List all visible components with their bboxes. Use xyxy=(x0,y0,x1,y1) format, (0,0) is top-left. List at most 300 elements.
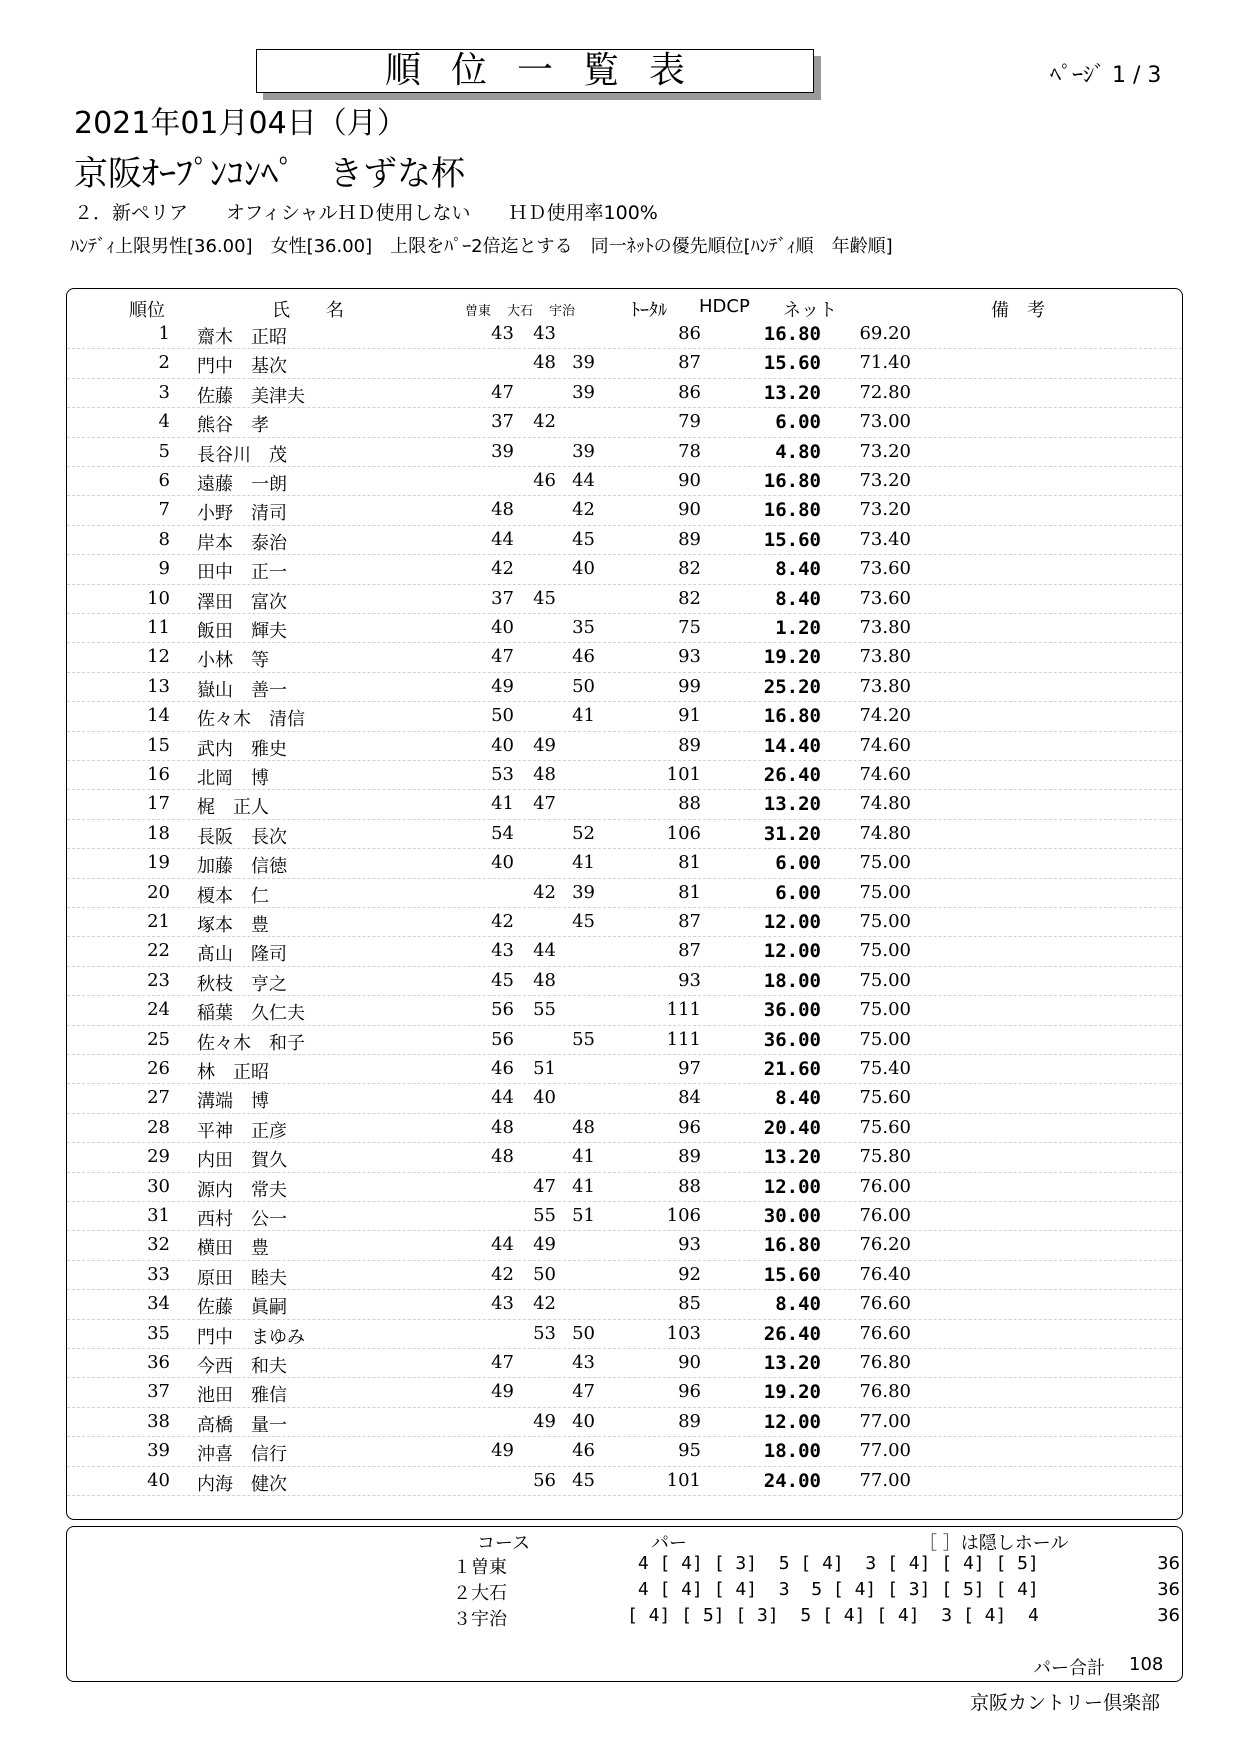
rank-cell: 19 xyxy=(147,852,170,874)
club-name: 京阪カントリー倶楽部 xyxy=(970,1692,1161,1714)
page-title: 順位一覧表 xyxy=(384,50,715,91)
hdcp-cell: 36.00 xyxy=(763,1028,821,1051)
hdcp-cell: 13.20 xyxy=(763,381,821,404)
hdcp-cell: 13.20 xyxy=(763,793,821,816)
name-cell: 原田 睦夫 xyxy=(197,1267,287,1289)
net-cell: 75.00 xyxy=(859,911,911,932)
name-cell: 小林 等 xyxy=(197,650,269,672)
name-cell: 稲葉 久仁夫 xyxy=(197,1003,305,1025)
name-cell: 飯田 輝夫 xyxy=(197,621,287,642)
net-cell: 73.80 xyxy=(859,675,911,697)
course1-score: 49 xyxy=(491,1440,514,1462)
net-cell: 71.40 xyxy=(859,352,911,374)
total-cell: 89 xyxy=(678,1146,701,1168)
net-cell: 76.20 xyxy=(859,1234,911,1256)
net-cell: 75.60 xyxy=(859,1116,911,1138)
rank-cell: 12 xyxy=(147,646,170,668)
total-cell: 88 xyxy=(678,793,701,815)
course3-score: 51 xyxy=(572,1205,595,1226)
name-cell: 梶 正人 xyxy=(197,797,269,819)
rank-cell: 23 xyxy=(147,969,170,991)
table-row xyxy=(67,1377,1182,1407)
hdcp-cell: 26.40 xyxy=(763,1322,821,1345)
course-table xyxy=(66,1526,1183,1682)
table-header xyxy=(67,289,1182,319)
rank-cell: 4 xyxy=(158,411,170,433)
course2-score: 53 xyxy=(533,1322,556,1344)
hdcp-cell: 8.40 xyxy=(775,558,821,581)
table-row xyxy=(67,1436,1182,1466)
name-cell: 西村 公一 xyxy=(197,1209,287,1230)
total-cell: 86 xyxy=(678,381,701,403)
total-cell: 89 xyxy=(678,734,701,756)
course1-score: 43 xyxy=(491,940,514,962)
total-cell: 111 xyxy=(666,1028,701,1050)
total-cell: 86 xyxy=(678,323,701,344)
net-cell: 74.20 xyxy=(859,705,911,727)
name-cell: 源内 常夫 xyxy=(197,1179,287,1201)
course-holes: 4 [ 4] [ 4] 3 5 [ 4] [ 3] [ 5] [ 4] xyxy=(627,1579,1039,1600)
course1-score: 37 xyxy=(491,411,514,433)
total-cell: 85 xyxy=(678,1293,701,1315)
name-cell: 榎本 仁 xyxy=(197,885,269,907)
name-cell: 長谷川 茂 xyxy=(197,444,287,466)
course3-score: 39 xyxy=(572,881,595,903)
table-row xyxy=(67,848,1182,878)
rank-cell: 36 xyxy=(147,1352,170,1373)
course1-score: 50 xyxy=(491,705,514,727)
course2-score: 43 xyxy=(533,323,556,344)
rank-cell: 31 xyxy=(147,1205,170,1226)
table-row xyxy=(67,319,1182,349)
total-cell: 90 xyxy=(678,1352,701,1373)
course-total: 36 xyxy=(1157,1605,1180,1626)
course3-score: 39 xyxy=(572,440,595,462)
header-name: 氏 名 xyxy=(272,300,344,321)
table-row xyxy=(67,760,1182,790)
name-cell: 佐々木 和子 xyxy=(197,1032,305,1054)
hdcp-cell: 6.00 xyxy=(775,852,821,875)
hdcp-cell: 16.80 xyxy=(763,705,821,728)
rank-cell: 37 xyxy=(147,1381,170,1403)
total-cell: 93 xyxy=(678,969,701,991)
course-total: 36 xyxy=(1157,1579,1180,1600)
rank-cell: 29 xyxy=(147,1146,170,1168)
name-cell: 佐々木 清信 xyxy=(197,709,305,731)
table-row xyxy=(67,466,1182,496)
course3-score: 45 xyxy=(572,911,595,932)
hdcp-cell: 31.20 xyxy=(763,822,821,845)
net-cell: 74.60 xyxy=(859,764,911,785)
table-row xyxy=(67,1348,1182,1378)
net-cell: 77.00 xyxy=(859,1469,911,1491)
total-cell: 88 xyxy=(678,1175,701,1197)
total-cell: 82 xyxy=(678,558,701,580)
net-cell: 76.80 xyxy=(859,1352,911,1373)
name-cell: 加藤 信徳 xyxy=(197,856,287,878)
table-row xyxy=(67,525,1182,555)
course3-score: 41 xyxy=(572,705,595,727)
course3-score: 39 xyxy=(572,381,595,403)
name-cell: 髙山 隆司 xyxy=(197,944,287,966)
name-cell: 佐藤 美津夫 xyxy=(197,385,305,407)
course2-score: 48 xyxy=(533,969,556,991)
total-cell: 96 xyxy=(678,1116,701,1138)
course1-score: 42 xyxy=(491,1263,514,1285)
course1-score: 40 xyxy=(491,852,514,874)
name-cell: 小野 清司 xyxy=(197,503,287,525)
rank-cell: 14 xyxy=(147,705,170,727)
course-header: コース xyxy=(477,1533,531,1554)
course3-score: 46 xyxy=(572,1440,595,1462)
net-cell: 73.40 xyxy=(859,528,911,550)
table-row xyxy=(67,966,1182,996)
total-cell: 79 xyxy=(678,411,701,433)
total-cell: 101 xyxy=(666,1469,701,1491)
hdcp-cell: 18.00 xyxy=(763,1440,821,1463)
net-cell: 76.80 xyxy=(859,1381,911,1403)
rank-cell: 2 xyxy=(158,352,170,374)
table-row xyxy=(67,642,1182,672)
hdcp-cell: 16.80 xyxy=(763,323,821,345)
course2-score: 55 xyxy=(533,1205,556,1226)
rank-cell: 1 xyxy=(158,323,170,344)
name-cell: 門中 まゆみ xyxy=(197,1326,305,1348)
hdcp-cell: 6.00 xyxy=(775,411,821,434)
date: 2021年01月04日（月） xyxy=(74,106,407,141)
course3-score: 50 xyxy=(572,675,595,697)
total-cell: 89 xyxy=(678,528,701,550)
rank-cell: 22 xyxy=(147,940,170,962)
par-total: 108 xyxy=(1129,1654,1164,1675)
table-row xyxy=(67,407,1182,437)
course2-score: 45 xyxy=(533,587,556,609)
name-cell: 長阪 長次 xyxy=(197,826,287,848)
course-holes: 4 [ 4] [ 3] 5 [ 4] 3 [ 4] [ 4] [ 5] xyxy=(627,1553,1039,1574)
course2-score: 42 xyxy=(533,411,556,433)
course1-score: 53 xyxy=(491,764,514,785)
hdcp-cell: 19.20 xyxy=(763,1381,821,1404)
name-cell: 平神 正彦 xyxy=(197,1120,287,1142)
rank-cell: 27 xyxy=(147,1087,170,1109)
course2-score: 42 xyxy=(533,1293,556,1315)
hdcp-cell: 16.80 xyxy=(763,499,821,522)
course2-score: 46 xyxy=(533,470,556,491)
table-row xyxy=(67,1466,1182,1496)
course1-score: 47 xyxy=(491,1352,514,1373)
hdcp-cell: 6.00 xyxy=(775,881,821,904)
rank-cell: 11 xyxy=(147,617,170,638)
net-cell: 77.00 xyxy=(859,1410,911,1432)
total-cell: 91 xyxy=(678,705,701,727)
rank-cell: 6 xyxy=(158,470,170,491)
table-row xyxy=(67,907,1182,937)
rank-cell: 10 xyxy=(147,587,170,609)
course1-score: 54 xyxy=(491,822,514,844)
net-cell: 75.40 xyxy=(859,1058,911,1079)
course1-score: 43 xyxy=(491,1293,514,1315)
table-row xyxy=(67,936,1182,966)
course2-score: 51 xyxy=(533,1058,556,1079)
total-cell: 78 xyxy=(678,440,701,462)
net-cell: 75.00 xyxy=(859,940,911,962)
name-cell: 岸本 泰治 xyxy=(197,532,287,554)
table-row xyxy=(67,789,1182,819)
net-cell: 77.00 xyxy=(859,1440,911,1462)
total-cell: 92 xyxy=(678,1263,701,1285)
hdcp-cell: 8.40 xyxy=(775,587,821,610)
rank-cell: 15 xyxy=(147,734,170,756)
table-row xyxy=(67,1201,1182,1231)
course-name: ２大石 xyxy=(453,1583,507,1604)
course1-score: 41 xyxy=(491,793,514,815)
total-cell: 101 xyxy=(666,764,701,785)
table-row xyxy=(67,348,1182,378)
name-cell: 嶽山 善一 xyxy=(197,679,287,701)
net-cell: 75.60 xyxy=(859,1087,911,1109)
course2-score: 47 xyxy=(533,1175,556,1197)
course3-score: 35 xyxy=(572,617,595,638)
course3-score: 55 xyxy=(572,1028,595,1050)
net-cell: 73.80 xyxy=(859,617,911,638)
rank-cell: 26 xyxy=(147,1058,170,1079)
total-cell: 82 xyxy=(678,587,701,609)
rank-cell: 24 xyxy=(147,999,170,1021)
course1-score: 48 xyxy=(491,1116,514,1138)
table-row xyxy=(67,1025,1182,1055)
table-row xyxy=(67,437,1182,467)
course3-score: 40 xyxy=(572,558,595,580)
table-row xyxy=(67,1319,1182,1349)
name-cell: 沖喜 信行 xyxy=(197,1444,287,1466)
total-cell: 87 xyxy=(678,911,701,932)
hdcp-cell: 15.60 xyxy=(763,352,821,375)
table-row xyxy=(67,1142,1182,1172)
course2-score: 55 xyxy=(533,999,556,1021)
course2-score: 47 xyxy=(533,793,556,815)
net-cell: 73.60 xyxy=(859,587,911,609)
rank-cell: 9 xyxy=(158,558,170,580)
hdcp-cell: 8.40 xyxy=(775,1087,821,1110)
hdcp-cell: 8.40 xyxy=(775,1293,821,1316)
hdcp-cell: 20.40 xyxy=(763,1116,821,1139)
total-cell: 81 xyxy=(678,881,701,903)
table-row xyxy=(67,731,1182,761)
net-cell: 75.00 xyxy=(859,999,911,1021)
table-row xyxy=(67,1260,1182,1290)
course1-score: 46 xyxy=(491,1058,514,1079)
total-cell: 103 xyxy=(666,1322,701,1344)
table-row xyxy=(67,819,1182,849)
course3-score: 41 xyxy=(572,1146,595,1168)
hdcp-cell: 12.00 xyxy=(763,911,821,933)
hdcp-cell: 15.60 xyxy=(763,528,821,551)
title-box xyxy=(256,49,814,93)
course2-score: 44 xyxy=(533,940,556,962)
rank-cell: 16 xyxy=(147,764,170,785)
course1-score: 42 xyxy=(491,911,514,932)
header-course2: 大石 xyxy=(507,304,534,319)
total-cell: 111 xyxy=(666,999,701,1021)
hdcp-cell: 18.00 xyxy=(763,969,821,992)
net-cell: 74.80 xyxy=(859,822,911,844)
course3-score: 47 xyxy=(572,1381,595,1403)
course1-score: 56 xyxy=(491,999,514,1021)
course1-score: 44 xyxy=(491,528,514,550)
course3-score: 41 xyxy=(572,1175,595,1197)
rank-cell: 21 xyxy=(147,911,170,932)
rank-cell: 28 xyxy=(147,1116,170,1138)
net-cell: 73.80 xyxy=(859,646,911,668)
course3-score: 48 xyxy=(572,1116,595,1138)
condition-line-2: ﾊﾝﾃﾞｨ上限男性[36.00] 女性[36.00] 上限をﾊﾟｰ2倍迄とする 同一ﾈｯﾄの優先順位[ﾊﾝﾃﾞｨ順 年齢順] xyxy=(70,236,893,257)
name-cell: 齋木 正昭 xyxy=(197,327,287,348)
net-cell: 75.00 xyxy=(859,881,911,903)
net-cell: 76.60 xyxy=(859,1293,911,1315)
name-cell: 内田 賀久 xyxy=(197,1150,287,1172)
total-cell: 93 xyxy=(678,646,701,668)
course2-score: 48 xyxy=(533,764,556,785)
hdcp-cell: 12.00 xyxy=(763,940,821,963)
course1-score: 39 xyxy=(491,440,514,462)
name-cell: 林 正昭 xyxy=(197,1062,269,1083)
hdcp-cell: 25.20 xyxy=(763,675,821,698)
net-cell: 74.80 xyxy=(859,793,911,815)
rank-cell: 18 xyxy=(147,822,170,844)
table-row xyxy=(67,701,1182,731)
course3-score: 40 xyxy=(572,1410,595,1432)
course1-score: 43 xyxy=(491,323,514,344)
hdcp-cell: 13.20 xyxy=(763,1146,821,1169)
net-cell: 73.20 xyxy=(859,499,911,521)
course3-score: 44 xyxy=(572,470,595,491)
course1-score: 49 xyxy=(491,1381,514,1403)
table-row xyxy=(67,584,1182,614)
header-course1: 曽東 xyxy=(465,304,492,319)
course3-score: 45 xyxy=(572,1469,595,1491)
course1-score: 44 xyxy=(491,1087,514,1109)
rank-cell: 40 xyxy=(147,1469,170,1491)
hdcp-cell: 12.00 xyxy=(763,1410,821,1433)
name-cell: 武内 雅史 xyxy=(197,738,287,760)
total-cell: 106 xyxy=(666,822,701,844)
course2-score: 48 xyxy=(533,352,556,374)
net-cell: 75.80 xyxy=(859,1146,911,1168)
net-cell: 76.40 xyxy=(859,1263,911,1285)
course1-score: 40 xyxy=(491,734,514,756)
total-cell: 90 xyxy=(678,499,701,521)
hdcp-cell: 12.00 xyxy=(763,1175,821,1198)
competition-name: 京阪ｵｰﾌﾟﾝｺﾝﾍﾟ きずな杯 xyxy=(74,154,465,194)
name-cell: 北岡 博 xyxy=(197,768,269,789)
course2-score: 42 xyxy=(533,881,556,903)
hdcp-cell: 4.80 xyxy=(775,440,821,463)
total-cell: 75 xyxy=(678,617,701,638)
course2-score: 49 xyxy=(533,734,556,756)
course1-score: 45 xyxy=(491,969,514,991)
course1-score: 42 xyxy=(491,558,514,580)
par-total-label: パー合計 xyxy=(1033,1658,1105,1679)
total-cell: 106 xyxy=(666,1205,701,1226)
table-row xyxy=(67,995,1182,1025)
header-course3: 宇治 xyxy=(549,304,576,319)
table-row xyxy=(67,1289,1182,1319)
course3-score: 42 xyxy=(572,499,595,521)
net-cell: 72.80 xyxy=(859,381,911,403)
name-cell: 今西 和夫 xyxy=(197,1356,287,1377)
rank-cell: 35 xyxy=(147,1322,170,1344)
table-row xyxy=(67,1083,1182,1113)
table-row xyxy=(67,1407,1182,1437)
course2-score: 50 xyxy=(533,1263,556,1285)
name-cell: 澤田 富次 xyxy=(197,591,287,613)
table-row xyxy=(67,378,1182,408)
name-cell: 横田 豊 xyxy=(197,1238,269,1260)
hdcp-cell: 21.60 xyxy=(763,1058,821,1080)
course1-score: 48 xyxy=(491,499,514,521)
total-cell: 81 xyxy=(678,852,701,874)
table-row xyxy=(67,1172,1182,1202)
rank-cell: 34 xyxy=(147,1293,170,1315)
name-cell: 池田 雅信 xyxy=(197,1385,287,1407)
table-row xyxy=(67,1054,1182,1084)
rank-cell: 7 xyxy=(158,499,170,521)
name-cell: 田中 正一 xyxy=(197,562,287,584)
rank-cell: 32 xyxy=(147,1234,170,1256)
table-row xyxy=(67,878,1182,908)
net-cell: 69.20 xyxy=(859,323,911,344)
course1-score: 48 xyxy=(491,1146,514,1168)
course1-score: 47 xyxy=(491,381,514,403)
net-cell: 73.20 xyxy=(859,440,911,462)
net-cell: 76.00 xyxy=(859,1175,911,1197)
hdcp-cell: 16.80 xyxy=(763,470,821,492)
course1-score: 47 xyxy=(491,646,514,668)
name-cell: 熊谷 孝 xyxy=(197,415,269,437)
table-row xyxy=(67,1230,1182,1260)
total-cell: 90 xyxy=(678,470,701,491)
course-name: １曽東 xyxy=(453,1557,507,1578)
rank-cell: 13 xyxy=(147,675,170,697)
header-hdcp: HDCP xyxy=(699,296,750,317)
course1-score: 56 xyxy=(491,1028,514,1050)
course2-score: 40 xyxy=(533,1087,556,1109)
course3-score: 50 xyxy=(572,1322,595,1344)
course3-score: 41 xyxy=(572,852,595,874)
total-cell: 96 xyxy=(678,1381,701,1403)
course-total: 36 xyxy=(1157,1553,1180,1574)
total-cell: 84 xyxy=(678,1087,701,1109)
net-cell: 75.00 xyxy=(859,852,911,874)
rank-cell: 3 xyxy=(158,381,170,403)
hdcp-cell: 30.00 xyxy=(763,1205,821,1227)
hdcp-cell: 19.20 xyxy=(763,646,821,669)
net-cell: 74.60 xyxy=(859,734,911,756)
name-cell: 遠藤 一朗 xyxy=(197,474,287,495)
total-cell: 99 xyxy=(678,675,701,697)
rank-cell: 33 xyxy=(147,1263,170,1285)
name-cell: 門中 基次 xyxy=(197,356,287,378)
rank-cell: 5 xyxy=(158,440,170,462)
hdcp-cell: 13.20 xyxy=(763,1352,821,1374)
hdcp-cell: 16.80 xyxy=(763,1234,821,1257)
course2-score: 49 xyxy=(533,1410,556,1432)
hdcp-cell: 15.60 xyxy=(763,1263,821,1286)
rank-cell: 39 xyxy=(147,1440,170,1462)
total-cell: 95 xyxy=(678,1440,701,1462)
course2-score: 56 xyxy=(533,1469,556,1491)
course1-score: 44 xyxy=(491,1234,514,1256)
